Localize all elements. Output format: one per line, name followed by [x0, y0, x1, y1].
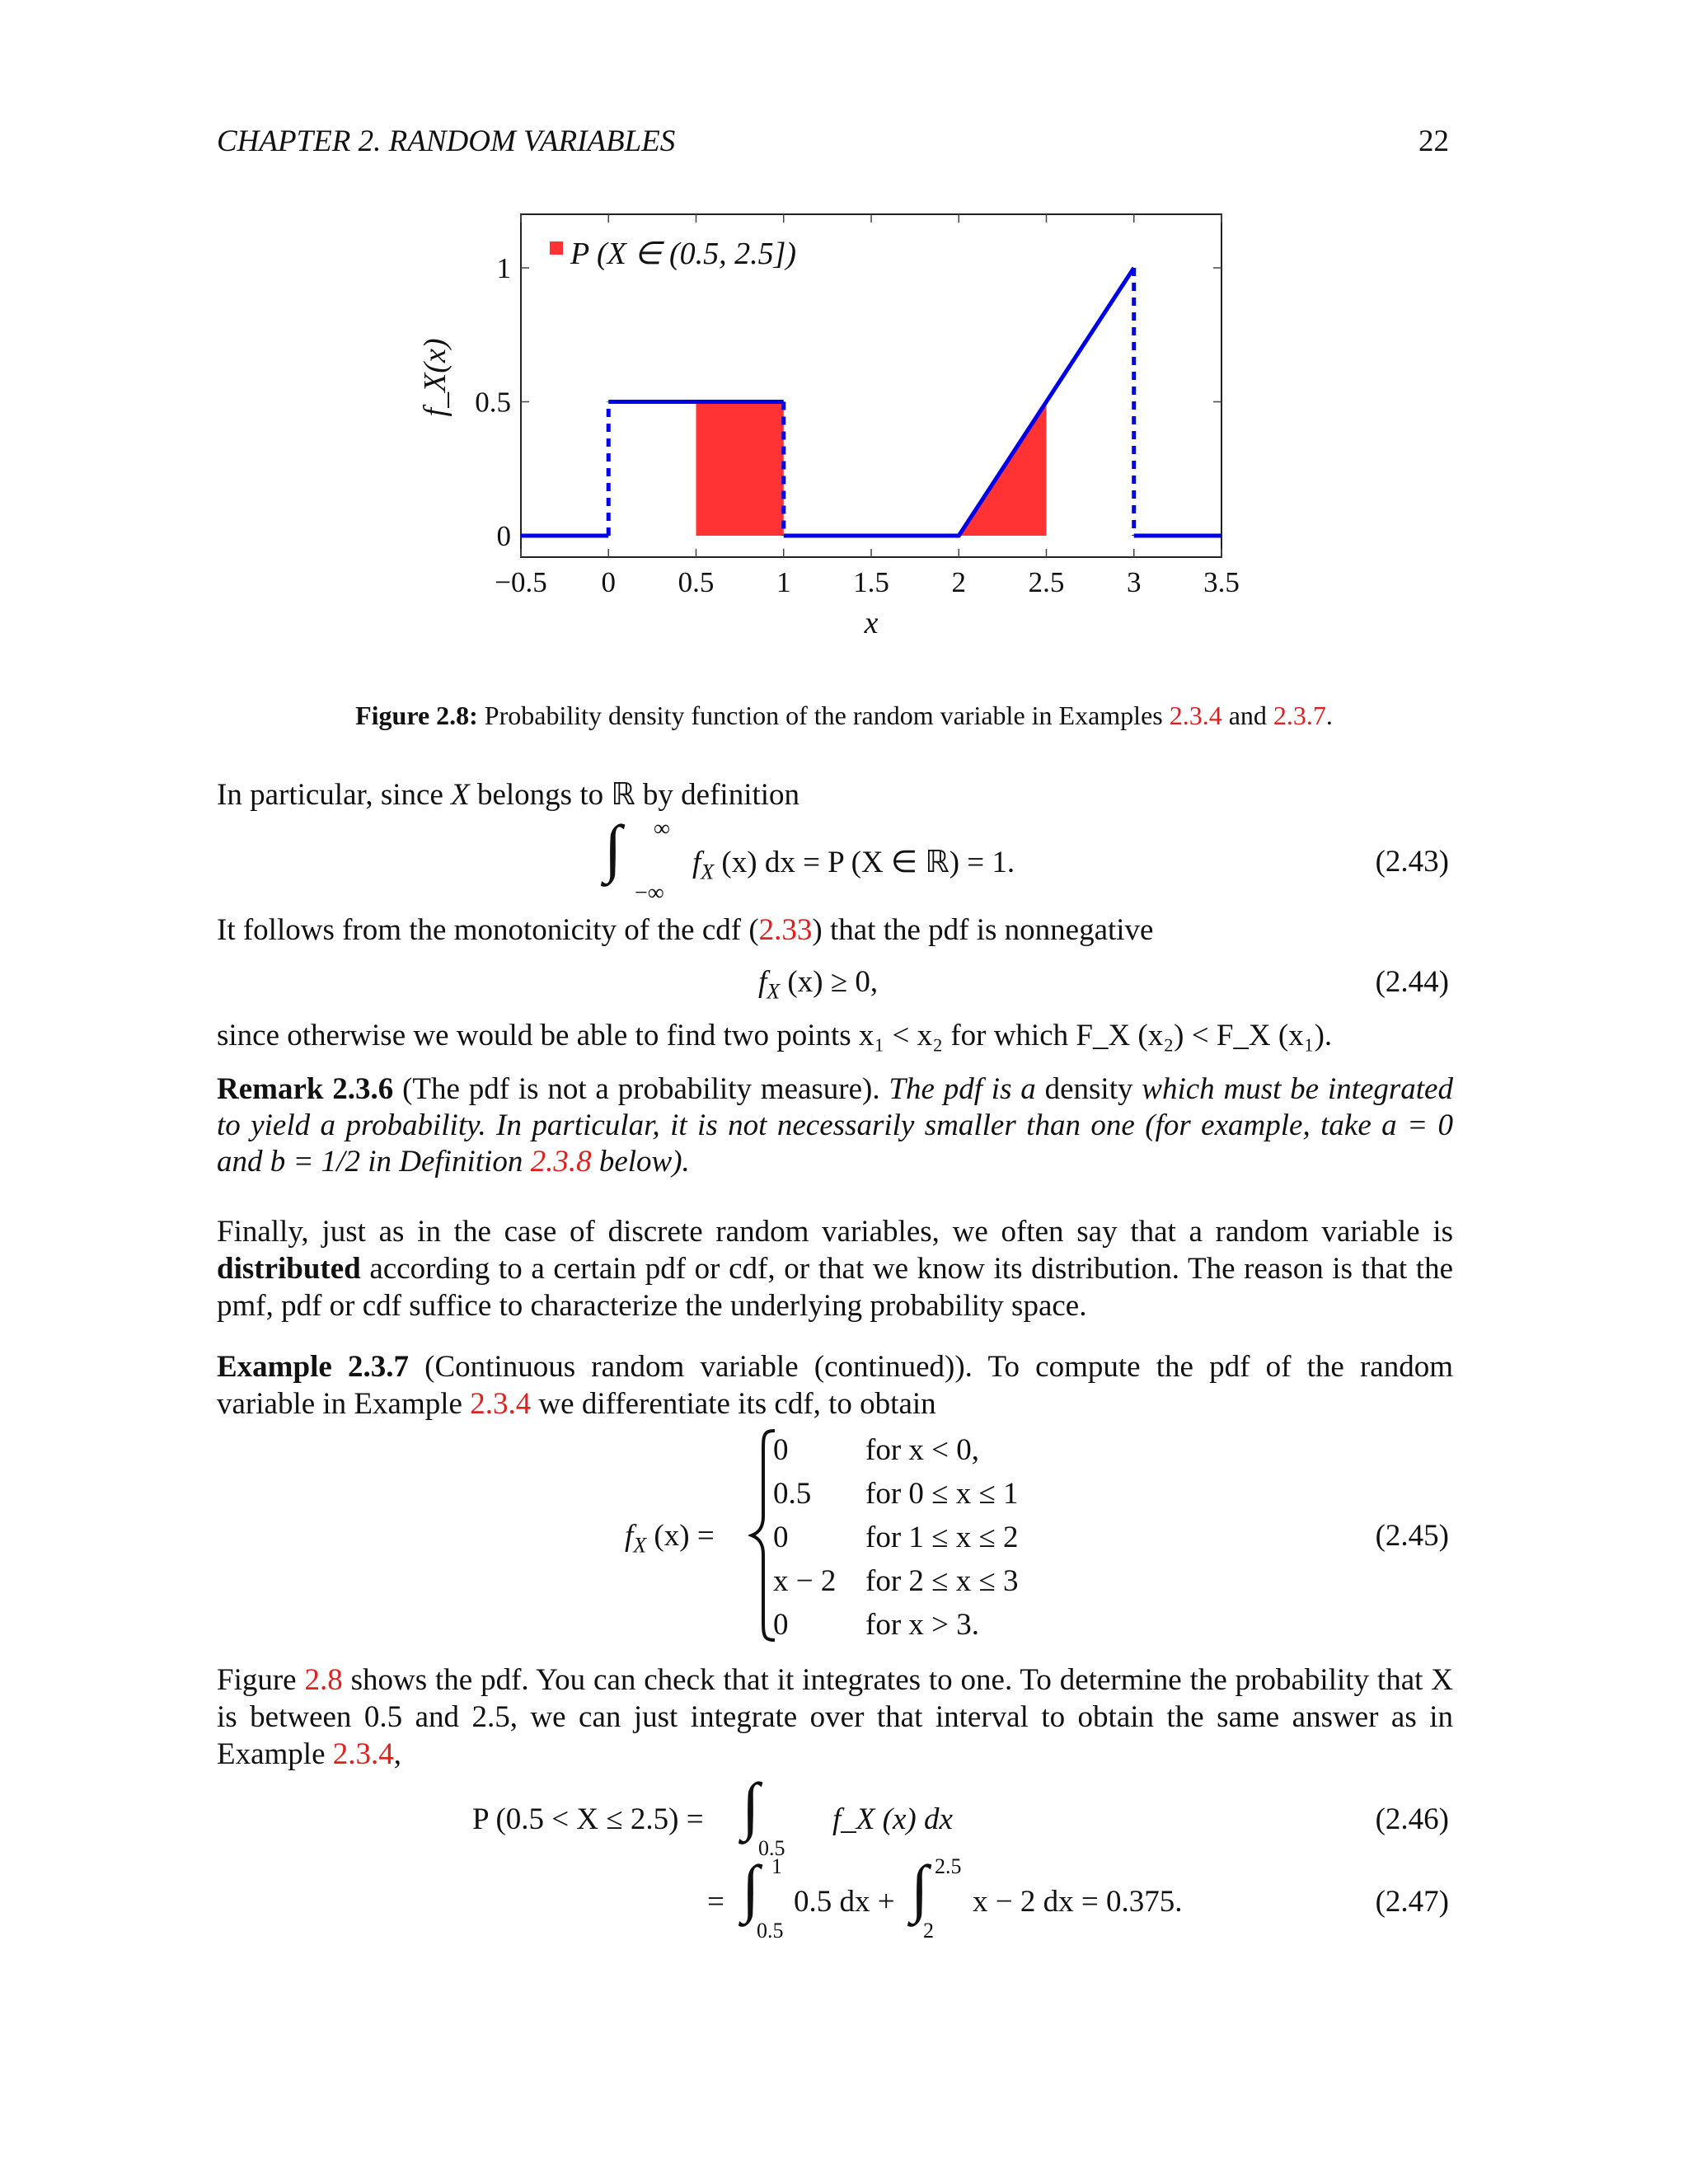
eq47-upper-2: 2.5	[935, 1854, 962, 1878]
remark-label: Remark 2.3.6	[217, 1072, 394, 1106]
y-tick-label: 1	[496, 252, 511, 284]
eq45-lhs-rest: (x) =	[646, 1519, 715, 1553]
eq44-rest: (x) ≥ 0,	[780, 965, 879, 999]
eq47-lower-1: 0.5	[757, 1919, 784, 1943]
eq45-case-condition: for x > 3.	[865, 1608, 980, 1642]
remark-density: density	[1044, 1072, 1133, 1106]
p4-bold: distributed	[217, 1252, 361, 1286]
x-axis-label: x	[864, 606, 879, 640]
p1-text-a: In particular, since	[217, 778, 452, 812]
eq45-f: f	[625, 1519, 634, 1553]
example-body-1: To compute the pdf of the random variable in Example	[217, 1350, 1454, 1421]
p5-ref-1[interactable]: 2.8	[304, 1663, 343, 1697]
p2-text-b: ) that the pdf is nonnegative	[812, 913, 1154, 947]
paragraph-1	[217, 776, 1453, 814]
integral-sign: ∫	[604, 812, 622, 883]
x-tick-label: 0.5	[678, 566, 715, 598]
series-line	[784, 268, 1134, 536]
x-tick-label: 0	[601, 566, 616, 598]
eq47-term-1: 0.5 dx +	[794, 1885, 895, 1919]
caption-label: Figure 2.8:	[355, 701, 478, 730]
eq47-integral-1: ∫	[742, 1852, 760, 1924]
eq45-case-condition: for 1 ≤ x ≤ 2	[865, 1521, 1019, 1554]
eq46-integrand: f_X (x) dx	[832, 1802, 953, 1836]
p5-ref-2[interactable]: 2.3.4	[332, 1737, 394, 1771]
x-tick-label: 2.5	[1028, 566, 1065, 598]
eq43-upper: ∞	[654, 816, 670, 841]
eq46-integral: ∫	[742, 1769, 760, 1841]
eq43-lower: −∞	[635, 880, 664, 906]
eq43-body	[692, 844, 1015, 884]
remark-body-1: The pdf is a	[879, 1072, 1045, 1106]
eq45-case-condition: for 2 ≤ x ≤ 3	[865, 1564, 1019, 1598]
eq47-lower-2: 2	[923, 1919, 934, 1943]
p2-ref[interactable]: 2.33	[758, 913, 813, 947]
eq47-integral-2: ∫	[911, 1852, 929, 1924]
eq47-term-2: x − 2 dx = 0.375.	[973, 1885, 1183, 1919]
eq45-case-condition: for 0 ≤ x ≤ 1	[865, 1477, 1019, 1511]
paragraph-3: since otherwise we would be able to find two points x₁ < x₂ for which F_X (x₂) < F_X (x₁).	[217, 1019, 1333, 1052]
figure-caption	[0, 701, 1688, 731]
x-tick-label: −0.5	[495, 566, 547, 598]
remark-title: (The pdf is not a probability measure).	[393, 1072, 880, 1106]
p5-text-c: ,	[393, 1737, 402, 1771]
eq46-lower: 0.5	[758, 1836, 785, 1860]
x-tick-label: 1.5	[853, 566, 889, 598]
p5-text-b: shows the pdf. You can check that it integrates to one. To determine the probability that X is between 0.5 and 2.5, we can just integrate over that interval to obtain the same answer as in Example	[217, 1663, 1453, 1771]
equation-2-45-lhs	[625, 1518, 715, 1558]
example-label: Example 2.3.7	[217, 1350, 409, 1384]
eq47-number: (2.47)	[1375, 1885, 1449, 1919]
caption-text: Probability density function of the random variable in Examples	[484, 701, 1163, 730]
shaded-region	[696, 402, 784, 537]
p1-text-b: belongs to ℝ by definition	[469, 778, 800, 812]
y-axis-label: f_X(x)	[418, 338, 452, 417]
paragraph-4	[217, 1213, 1453, 1324]
eq44-number: (2.44)	[1375, 965, 1449, 999]
p5-text-a: Figure	[217, 1663, 305, 1697]
example-ref[interactable]: 2.3.4	[470, 1387, 532, 1421]
eq43-number: (2.43)	[1375, 845, 1449, 879]
eq45-case-value: 0.5	[773, 1477, 812, 1511]
p4-text-a: Finally, just as in the case of discrete random variables, we often say that a random variable is	[217, 1215, 1453, 1249]
eq45-number: (2.45)	[1375, 1519, 1449, 1553]
x-tick-label: 3.5	[1203, 566, 1240, 598]
eq46-lhs: P (0.5 < X ≤ 2.5) =	[472, 1802, 704, 1836]
p1-var: X	[451, 778, 470, 812]
legend-label: P (X ∈ (0.5, 2.5])	[570, 237, 797, 271]
y-tick-label: 0	[496, 520, 511, 552]
eq43-sub: X	[701, 860, 715, 884]
x-tick-label: 3	[1127, 566, 1142, 598]
eq45-case-value: 0	[773, 1608, 789, 1642]
caption-end: .	[1325, 701, 1333, 730]
eq47-upper-1: 1	[771, 1854, 782, 1878]
page-number: 22	[1418, 124, 1449, 158]
paragraph-5	[217, 1661, 1453, 1773]
equation-2-44	[758, 964, 878, 1004]
example-title: (Continuous random variable (continued)).	[408, 1350, 973, 1384]
eq46-number: (2.46)	[1375, 1802, 1449, 1836]
caption-and: and	[1228, 701, 1267, 730]
example-2-3-7	[217, 1348, 1453, 1422]
caption-ref-1[interactable]: 2.3.4	[1169, 701, 1222, 730]
caption-ref-2[interactable]: 2.3.7	[1273, 701, 1326, 730]
eq45-sub: X	[633, 1533, 647, 1558]
pdf-chart	[0, 0, 1688, 676]
eq45-case-value: 0	[773, 1521, 789, 1554]
eq43-f: f	[692, 846, 701, 879]
equation-2-43	[604, 812, 622, 883]
paragraph-2	[217, 912, 1453, 949]
x-tick-label: 1	[776, 566, 791, 598]
eq44-sub: X	[767, 979, 781, 1004]
eq43-rest: (x) dx = P (X ∈ ℝ) = 1.	[714, 846, 1015, 879]
remark-body-2: which must be integrated to yield a probability. In particular, it is not necessarily smaller than one (for example, take a = 0 and b = 1/2 in Definition	[217, 1072, 1453, 1179]
remark-2-3-6	[217, 1071, 1453, 1180]
remark-ref[interactable]: 2.3.8	[530, 1145, 592, 1179]
y-tick-label: 0.5	[475, 386, 511, 419]
eq44-f: f	[758, 965, 767, 999]
eq45-case-value: 0	[773, 1433, 789, 1467]
legend-swatch	[550, 241, 563, 255]
remark-body-3: below).	[591, 1145, 690, 1179]
eq45-case-condition: for x < 0,	[865, 1433, 980, 1467]
eq47-equals: =	[707, 1885, 724, 1919]
chapter-header: CHAPTER 2. RANDOM VARIABLES	[217, 124, 676, 158]
p4-text-b: according to a certain pdf or cdf, or that we know its distribution. The reason is that the pmf, pdf or cdf suffice to characterize the underlying probability space.	[217, 1252, 1453, 1323]
eq45-case-value: x − 2	[773, 1564, 837, 1598]
example-body-2: we differentiate its cdf, to obtain	[531, 1387, 936, 1421]
p2-text-a: It follows from the monotonicity of the cdf (	[217, 913, 759, 947]
x-tick-label: 2	[951, 566, 966, 598]
